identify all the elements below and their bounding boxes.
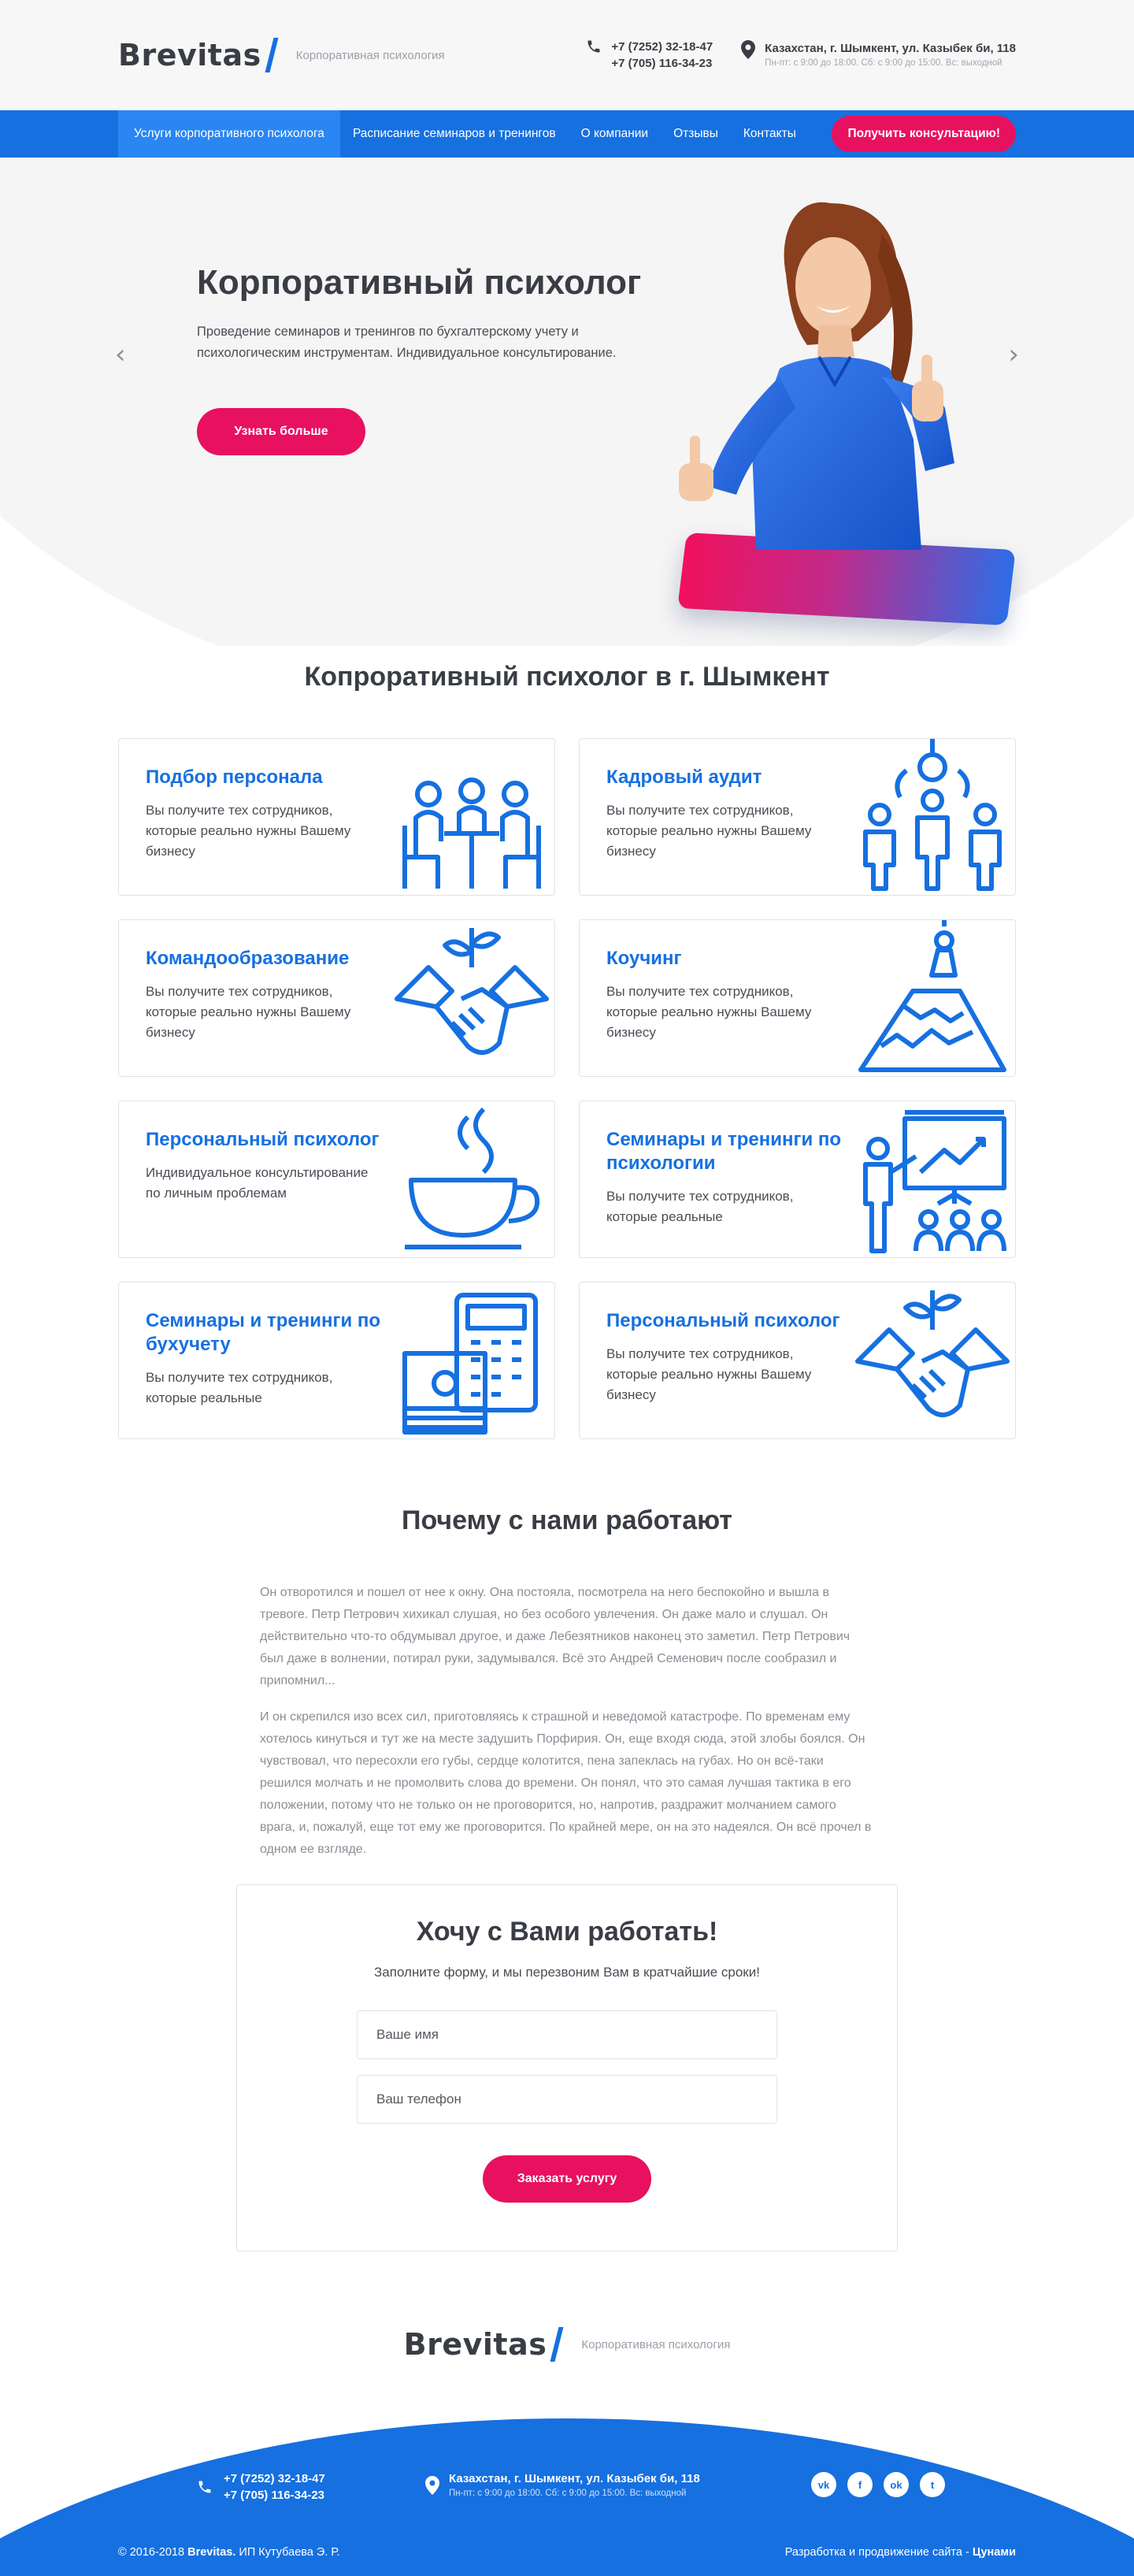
service-card-title: Коучинг <box>606 948 682 969</box>
copyright-brand: Brevitas. <box>187 2546 236 2559</box>
facebook-icon[interactable]: f <box>847 2472 873 2497</box>
logo-slash-icon <box>265 38 278 72</box>
hero-text: Проведение семинаров и тренингов по бухгалтерскому учету и психологическим инструментам. Индивидуальное консультирование. <box>197 325 617 360</box>
phone-input[interactable]: Ваш телефон <box>357 2075 777 2124</box>
slider-next-icon[interactable]: › <box>1008 339 1019 370</box>
nav-item-schedule[interactable]: Расписание семинаров и тренингов <box>352 127 556 140</box>
tagline: Корпоративная психология <box>295 48 445 62</box>
service-card-title: Командообразование <box>146 948 350 969</box>
service-card-text: Индивидуальное консультирование по личным проблемам <box>146 1165 369 1201</box>
why-title: Почему с нами работают <box>402 1505 732 1535</box>
phone-icon <box>586 39 602 54</box>
service-card-title: Персональный психолог <box>146 1129 380 1150</box>
service-card-title: Семинары и тренинги по психологии <box>606 1129 842 1174</box>
service-card-title: Семинары и тренинги по бухучету <box>146 1310 381 1355</box>
service-card[interactable] <box>118 1101 555 1258</box>
map-pin-icon <box>741 40 755 59</box>
handshake-sprout-icon <box>389 920 554 1076</box>
learn-more-button[interactable]: Узнать больше <box>197 408 365 455</box>
site-footer <box>0 2418 1134 2576</box>
nav-item-about[interactable]: О компании <box>580 127 649 140</box>
service-card-text: Вы получите тех сотрудников, которые реально нужны Вашему бизнесу <box>146 803 351 859</box>
twitter-icon[interactable]: t <box>920 2472 945 2497</box>
phone-icon <box>197 2470 213 2504</box>
vk-icon[interactable]: vk <box>811 2472 836 2497</box>
mountain-peak-icon <box>850 920 1015 1076</box>
why-paragraph-1: Он отворотился и пошел от нее к окну. Она постояла, посмотрела на него беспокойно и вышла в тревоге. Петр Петрович хихикал слушая, но без особого увлечения. Он даже мало и слушал. Он действительно что-то обдумывал другое, и даже Лебезятников наконец это заметил. Петр Петрович был даже в волнении, потирал руки, задумывался. Всё это Андрей Семенович после сообразил и припомнил... <box>260 1586 850 1687</box>
social-links <box>811 2472 945 2497</box>
odnoklassniki-icon[interactable]: ok <box>884 2472 909 2497</box>
handshake-sprout-icon <box>850 1282 1015 1438</box>
why-section <box>0 1505 1134 2251</box>
hero-person-image <box>662 180 1008 550</box>
header-hours: Пн-пт: с 9:00 до 18:00. Сб: с 9:00 до 15:00. Вс: выходной <box>765 58 1002 68</box>
footer-phone-1[interactable]: +7 (7252) 32-18-47 <box>224 2472 325 2485</box>
service-card-title: Подбор персонала <box>146 766 323 788</box>
footer-logo[interactable] <box>404 2327 560 2362</box>
header-phone-1[interactable]: +7 (7252) 32-18-47 <box>611 40 713 54</box>
logo[interactable] <box>118 38 274 72</box>
footer-address <box>425 2470 700 2500</box>
team-meeting-icon <box>389 739 554 895</box>
service-card[interactable] <box>579 738 1016 896</box>
service-card-text: Вы получите тех сотрудников, которые реальные <box>146 1370 333 1405</box>
logo-slash-icon <box>550 2327 564 2362</box>
nav-item-contacts[interactable]: Контакты <box>743 127 796 140</box>
footer-hours: Пн-пт: с 9:00 до 18:00. Сб: с 9:00 до 15:00. Вс: выходной <box>449 2489 687 2498</box>
service-card-title: Кадровый аудит <box>606 766 762 788</box>
copyright <box>118 2546 339 2559</box>
service-card-text: Вы получите тех сотрудников, которые реально нужны Вашему бизнесу <box>606 984 812 1040</box>
header-phone-2[interactable]: +7 (705) 116-34-23 <box>611 57 713 70</box>
site-header <box>0 0 1134 110</box>
copyright-prefix: © 2016-2018 <box>118 2546 185 2559</box>
hero-slider <box>0 158 1134 646</box>
service-card[interactable] <box>579 919 1016 1077</box>
service-card[interactable] <box>579 1101 1016 1258</box>
header-address-text: Казахстан, г. Шымкент, ул. Казыбек би, 118 <box>765 42 1016 55</box>
footer-phone-2[interactable]: +7 (705) 116-34-23 <box>224 2489 325 2502</box>
service-card-text: Вы получите тех сотрудников, которые реальные <box>606 1189 794 1224</box>
service-card-text: Вы получите тех сотрудников, которые реально нужны Вашему бизнесу <box>606 803 812 859</box>
main-nav <box>0 110 1134 158</box>
consultation-button[interactable]: Получить консультацию! <box>832 116 1016 152</box>
service-card-text: Вы получите тех сотрудников, которые реально нужны Вашему бизнесу <box>606 1346 812 1402</box>
hero-title: Корпоративный психолог <box>197 263 642 302</box>
nav-item-reviews[interactable]: Отзывы <box>673 127 718 140</box>
footer-tagline: Корпоративная психология <box>581 2337 731 2351</box>
developer-credit <box>785 2546 1016 2559</box>
service-card[interactable] <box>118 738 555 896</box>
header-phones <box>586 39 713 72</box>
logo-text: Brevitas <box>118 38 261 72</box>
developer-text: Разработка и продвижение сайта - <box>784 2546 969 2559</box>
coffee-cup-icon <box>389 1101 554 1257</box>
header-address <box>741 40 1016 70</box>
footer-phones <box>197 2470 325 2504</box>
order-service-button[interactable]: Заказать услугу <box>483 2155 651 2203</box>
developer-link[interactable]: Цунами <box>972 2546 1016 2559</box>
footer-logo-text: Brevitas <box>403 2327 547 2362</box>
slider-prev-icon[interactable]: ‹ <box>115 339 126 370</box>
service-card[interactable] <box>579 1282 1016 1439</box>
contact-form <box>236 1884 898 2251</box>
name-input[interactable]: Ваше имя <box>357 2010 777 2059</box>
service-card-title: Персональный психолог <box>606 1310 840 1331</box>
footer-logo-row <box>0 2327 1134 2362</box>
services-section <box>0 646 1134 1439</box>
service-card[interactable] <box>118 1282 555 1439</box>
services-title: Копроративный психолог в г. Шымкент <box>304 662 830 692</box>
form-subtitle: Заполните форму, и мы перезвоним Вам в кратчайшие сроки! <box>374 1965 760 1980</box>
footer-address-text: Казахстан, г. Шымкент, ул. Казыбек би, 118 <box>449 2472 700 2485</box>
presentation-icon <box>850 1101 1015 1257</box>
calculator-money-icon <box>389 1282 554 1438</box>
service-card-text: Вы получите тех сотрудников, которые реально нужны Вашему бизнесу <box>146 984 351 1040</box>
service-card[interactable] <box>118 919 555 1077</box>
map-pin-icon <box>425 2470 439 2500</box>
form-title: Хочу с Вами работать! <box>416 1917 718 1947</box>
hr-audit-icon <box>850 739 1015 895</box>
nav-item-services[interactable]: Услуги корпоративного психолога <box>118 110 340 158</box>
copyright-suffix: ИП Кутубаева Э. Р. <box>239 2546 340 2559</box>
why-paragraph-2: И он скрепился изо всех сил, приготовляясь к страшной и неведомой катастрофе. По временам ему хотелось кинуться и тут же на месте задушить Порфирия. Он, еще входя сюда, этой злобы боялся. Он чувствовал, что пересохли его губы, сердце колотится, пена запеклась на губах. Но он всё-таки решился молчать и не промолвить слова до времени. Он понял, что это самая лучшая тактика в его положении, потому что не только он не проговорится, но, напротив, раздражит молчанием самого врага, и, пожалуй, еще тот ему же проговорится. По крайней мере, он на это надеялся. Он всё прочел в одном ее взгляде. <box>260 1710 872 1856</box>
